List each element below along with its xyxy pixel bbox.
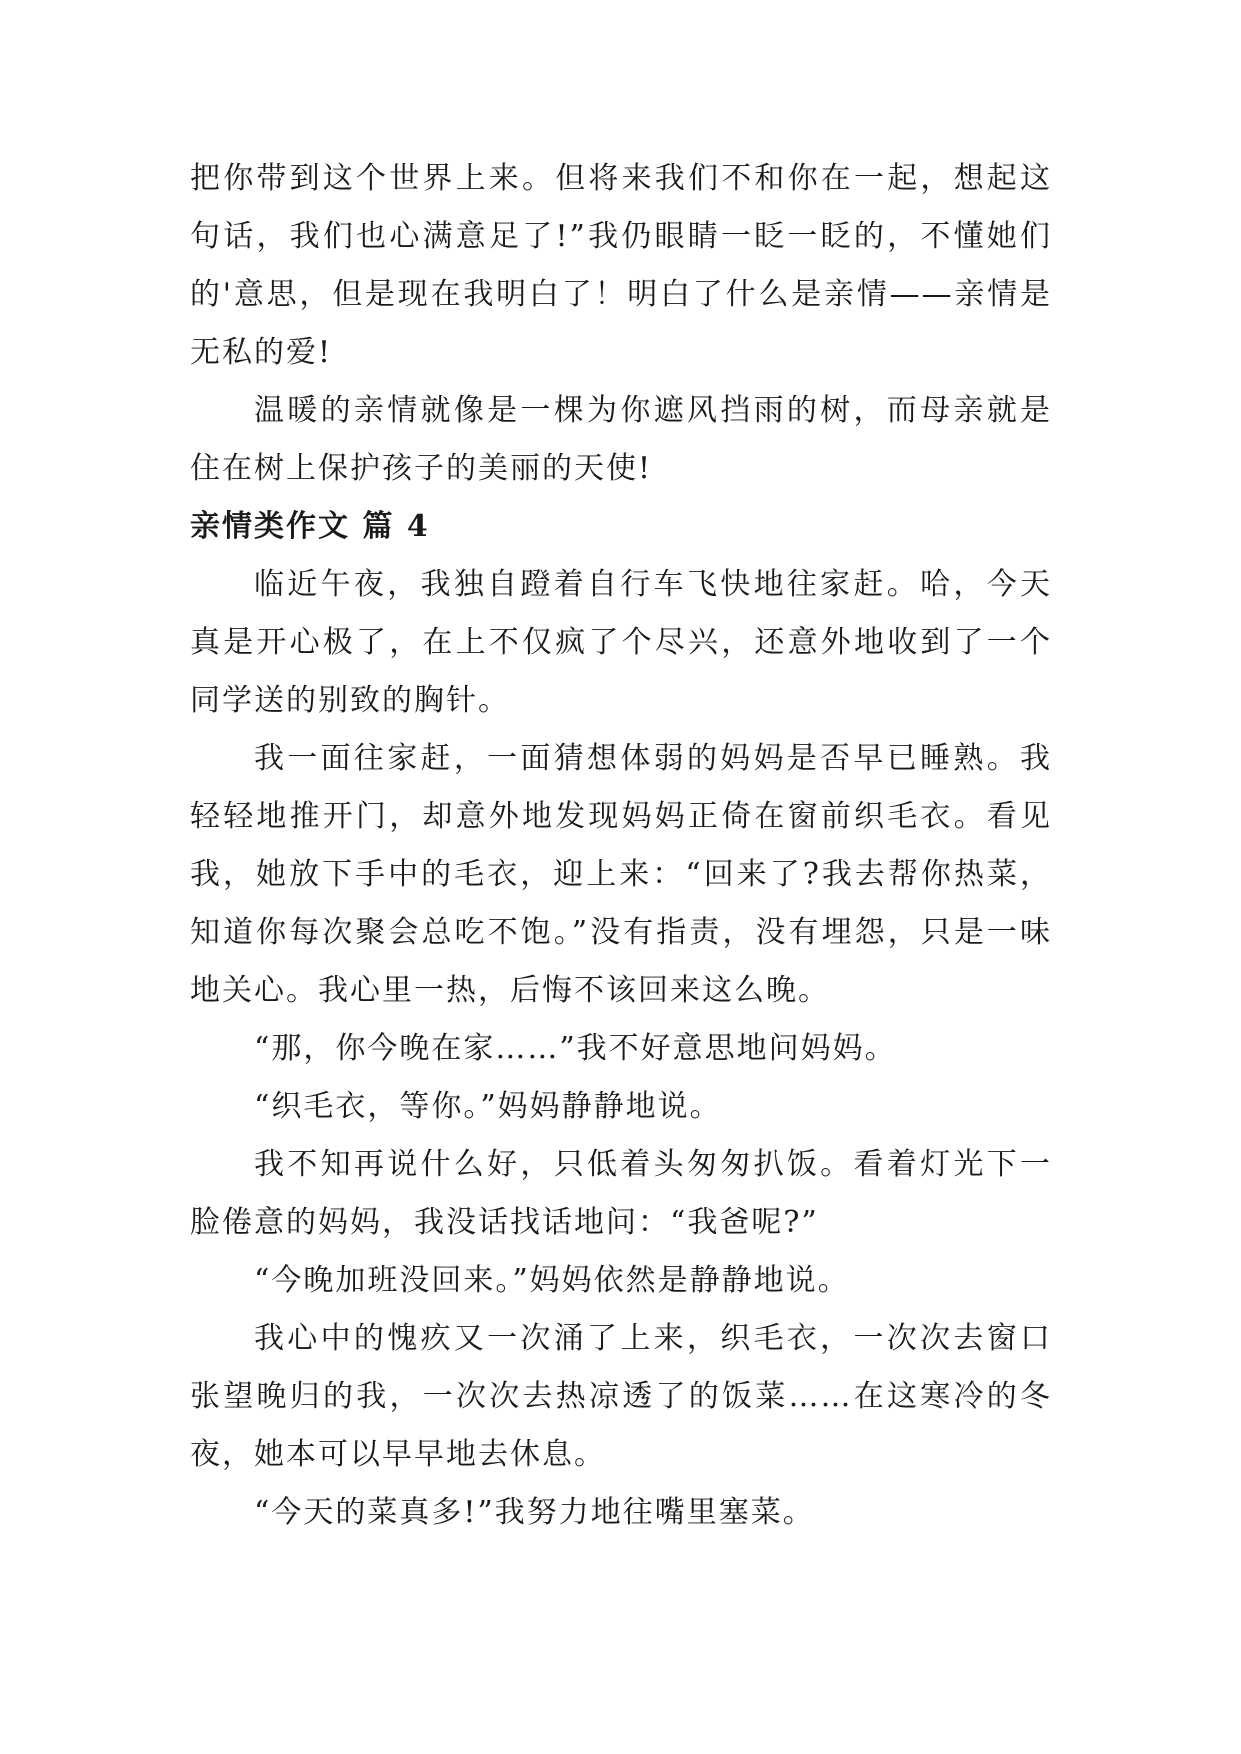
paragraph-father-overtime: “今晚加班没回来。”妈妈依然是静静地说。 (254, 1263, 850, 1298)
paragraph-warm-family-love: 温暖的亲情就像是一棵为你遮风挡雨的树，而母亲就是住在树上保护孩子的美丽的天使! (190, 393, 1052, 486)
section-heading: 亲情类作文 篇 4 (190, 509, 430, 544)
paragraph-mother-knitting: 我一面往家赶，一面猜想体弱的妈妈是否早已睡熟。我轻轻地推开门，却意外地发现妈妈正倚在窗前织毛衣。看见我，她放下手中的毛衣，迎上来：“回来了?我去帮你热菜，知道你每次聚会总吃不饱。”没有指责，没有埋怨，只是一味地关心。我心里一热，后悔不该回来这么晚。 (190, 741, 1052, 1008)
paragraph-continued: 把你带到这个世界上来。但将来我们不和你在一起，想起这句话，我们也心满意足了!”我仍眼睛一眨一眨的，不懂她们的'意思，但是现在我明白了！明白了什么是亲情——亲情是无私的爱! (190, 161, 1052, 370)
paragraph-many-dishes: “今天的菜真多!”我努力地往嘴里塞菜。 (254, 1495, 815, 1530)
paragraph-answer: “织毛衣，等你。”妈妈静静地说。 (254, 1089, 722, 1124)
paragraph-question: “那，你今晚在家……”我不好意思地问妈妈。 (254, 1031, 897, 1066)
paragraph-guilt: 我心中的愧疚又一次涌了上来，织毛衣，一次次去窗口张望晚归的我，一次次去热凉透了的饭菜……在这寒冷的冬夜，她本可以早早地去休息。 (190, 1321, 1052, 1472)
paragraph-eating: 我不知再说什么好，只低着头匆匆扒饭。看着灯光下一脸倦意的妈妈，我没话找话地问：“我爸呢?” (190, 1147, 1052, 1240)
paragraph-midnight-ride: 临近午夜，我独自蹬着自行车飞快地往家赶。哈，今天真是开心极了，在上不仅疯了个尽兴，还意外地收到了一个同学送的别致的胸针。 (190, 567, 1052, 718)
document-page (190, 150, 1052, 1542)
